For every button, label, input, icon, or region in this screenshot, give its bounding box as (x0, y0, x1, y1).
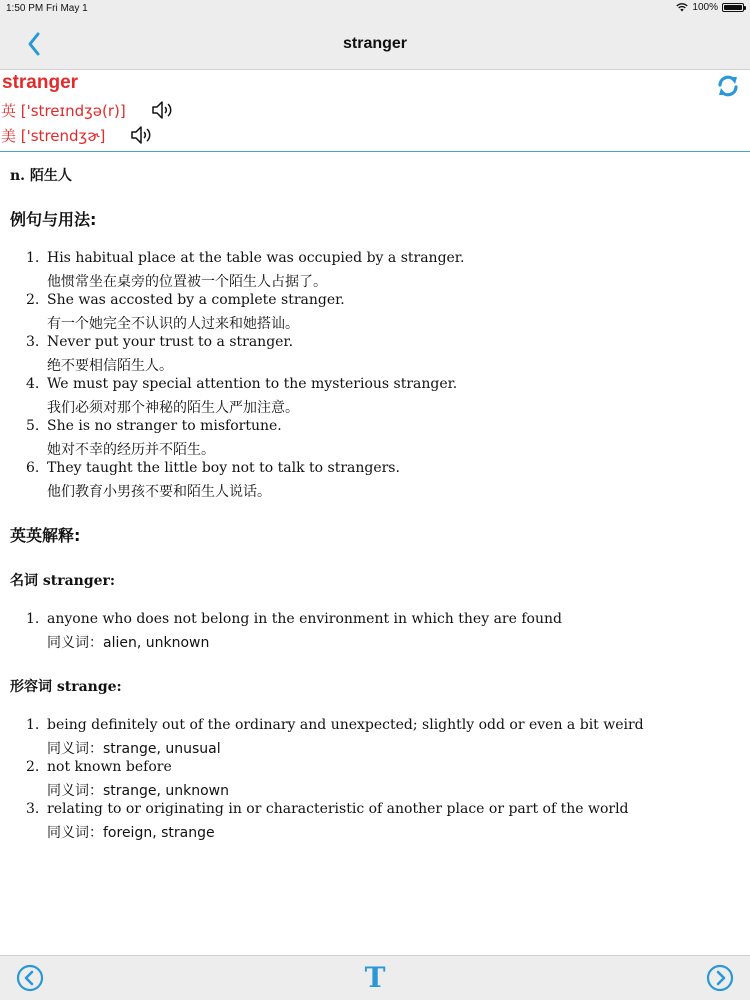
battery-icon (722, 3, 744, 12)
example-english: She was accosted by a complete stranger. (47, 292, 345, 308)
speaker-icon (151, 99, 175, 121)
examples-list (0, 250, 750, 502)
status-time: 1:50 PM (6, 3, 44, 14)
example-chinese: 他惯常坐在桌旁的位置被一个陌生人占据了。 (47, 274, 327, 290)
example-item (0, 460, 750, 502)
status-right (676, 2, 744, 13)
adj-heading: 形容词 strange: (10, 679, 122, 695)
uk-pronunciation: 英 ['streɪndʒə(r)] (1, 102, 126, 120)
us-pronunciation: 美 ['strendʒɚ] (1, 127, 106, 145)
definition-item (0, 611, 750, 653)
definition-item (0, 801, 750, 843)
item-number: 3. (26, 334, 40, 350)
item-number: 5. (26, 418, 40, 434)
item-number: 6. (26, 460, 40, 476)
examples-heading: 例句与用法: (10, 210, 97, 229)
nav-bar (0, 18, 750, 70)
wifi-icon (676, 3, 688, 12)
example-english: We must pay special attention to the mysterious stranger. (47, 376, 458, 392)
adj-defs-list (0, 717, 750, 843)
item-number: 4. (26, 376, 40, 392)
battery-percent: 100% (692, 2, 718, 13)
font-icon: T (364, 961, 386, 994)
item-number: 2. (26, 292, 40, 308)
item-number: 1. (26, 717, 40, 733)
uk-speaker-button[interactable] (151, 99, 175, 121)
example-chinese: 他们教育小男孩不要和陌生人说话。 (47, 484, 271, 500)
word-header (0, 70, 750, 152)
next-word-button[interactable] (706, 964, 734, 992)
item-number: 1. (26, 611, 40, 627)
previous-word-button[interactable] (16, 964, 44, 992)
example-chinese: 绝不要相信陌生人。 (47, 358, 173, 374)
basic-definition: n. 陌生人 (10, 168, 72, 184)
example-item (0, 376, 750, 418)
circle-chevron-left-icon (16, 964, 44, 992)
synonyms: 同义词：strange, unusual (47, 741, 221, 757)
bottom-toolbar (0, 955, 750, 1000)
font-size-button[interactable] (359, 962, 391, 994)
example-english: She is no stranger to misfortune. (47, 418, 282, 434)
synonyms: 同义词：foreign, strange (47, 825, 215, 841)
synonyms: 同义词：strange, unknown (47, 783, 230, 799)
status-bar (0, 0, 750, 18)
example-item (0, 418, 750, 460)
noun-heading: 名词 stranger: (10, 573, 116, 589)
item-number: 3. (26, 801, 40, 817)
item-number: 1. (26, 250, 40, 266)
speaker-icon (130, 124, 154, 146)
definition-text: relating to or originating in or characteristic of another place or part of the world (47, 801, 629, 817)
definition-item (0, 717, 750, 759)
circle-chevron-right-icon (706, 964, 734, 992)
page-title: stranger (342, 35, 408, 52)
example-english: His habitual place at the table was occupied by a stranger. (47, 250, 465, 266)
refresh-icon (715, 73, 741, 99)
example-chinese: 我们必须对那个神秘的陌生人严加注意。 (47, 400, 299, 416)
english-defs-heading: 英英解释: (10, 526, 81, 545)
example-english: They taught the little boy not to talk to strangers. (47, 460, 400, 476)
example-item (0, 250, 750, 292)
refresh-button[interactable] (715, 73, 741, 99)
example-item (0, 334, 750, 376)
definition-text: being definitely out of the ordinary and unexpected; slightly odd or even a bit weird (47, 717, 644, 733)
noun-defs-list (0, 611, 750, 653)
definition-text: anyone who does not belong in the environment in which they are found (47, 611, 562, 627)
item-number: 2. (26, 759, 40, 775)
status-date: Fri May 1 (46, 3, 88, 14)
example-chinese: 有一个她完全不认识的人过来和她搭讪。 (47, 316, 299, 332)
definition-item (0, 759, 750, 801)
us-speaker-button[interactable] (130, 124, 154, 146)
definition-text: not known before (47, 759, 172, 775)
example-english: Never put your trust to a stranger. (47, 334, 294, 350)
synonyms: 同义词：alien, unknown (47, 635, 210, 651)
example-chinese: 她对不幸的经历并不陌生。 (47, 442, 215, 458)
headword: stranger (2, 72, 79, 93)
example-item (0, 292, 750, 334)
